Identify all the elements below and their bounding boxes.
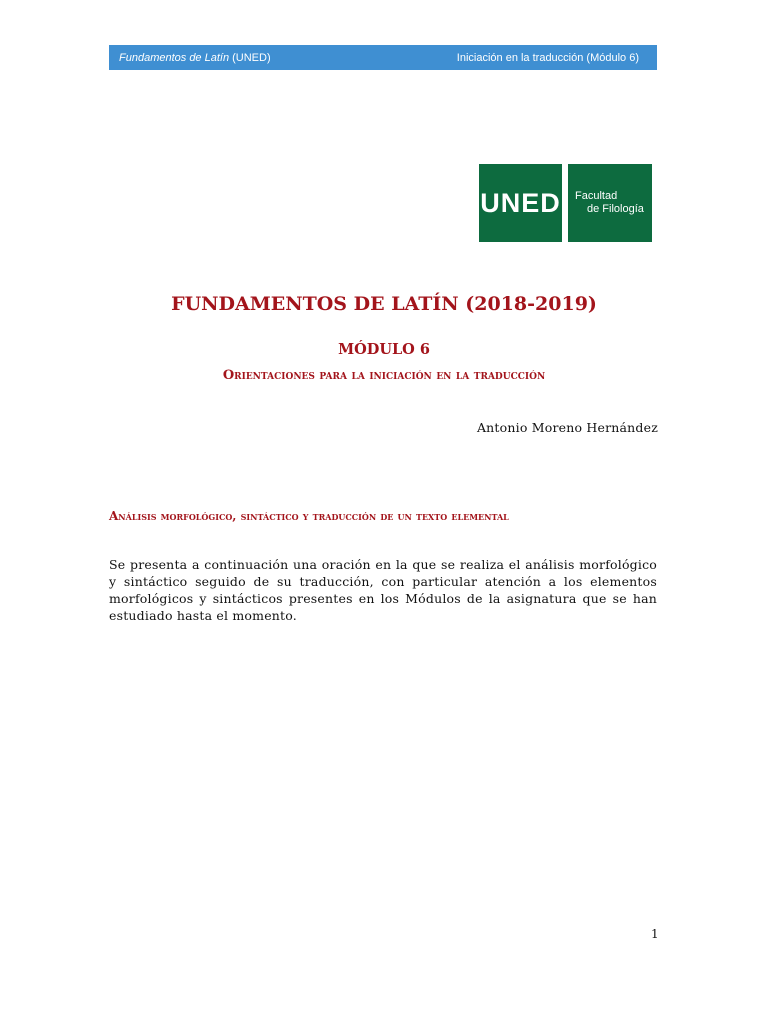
module-subtitle: Orientaciones para la iniciación en la traducción [222,368,546,383]
faculty-line-1: Facultad [575,190,618,202]
uned-logo [479,164,652,242]
uned-logo-mark: UNED [479,164,562,242]
author-name: Antonio Moreno Hernández [476,420,658,435]
faculty-label [568,164,652,242]
header-institution: (UNED) [229,51,271,64]
section-heading: Análisis morfológico, sintáctico y traducción de un texto elemental [109,509,509,523]
body-paragraph: Se presenta a continuación una oración en la que se realiza el análisis morfológico y sintáctico seguido de su traducción, con particular atención a los elementos morfológicos y sintácticos presentes en los Módulos de la asignatura que se han estudiado hasta el momento. [109,557,657,623]
header-left-text [119,52,271,64]
header-course-name: Fundamentos de Latín [119,51,230,64]
header-right-text: Iniciación en la traducción (Módulo 6) [456,51,639,64]
faculty-line-2: de Filología [587,203,644,215]
document-title: FUNDAMENTOS DE LATÍN (2018-2019) [171,293,597,315]
page-number: 1 [651,927,659,941]
running-header [109,45,657,70]
module-title: MÓDULO 6 [338,341,430,358]
